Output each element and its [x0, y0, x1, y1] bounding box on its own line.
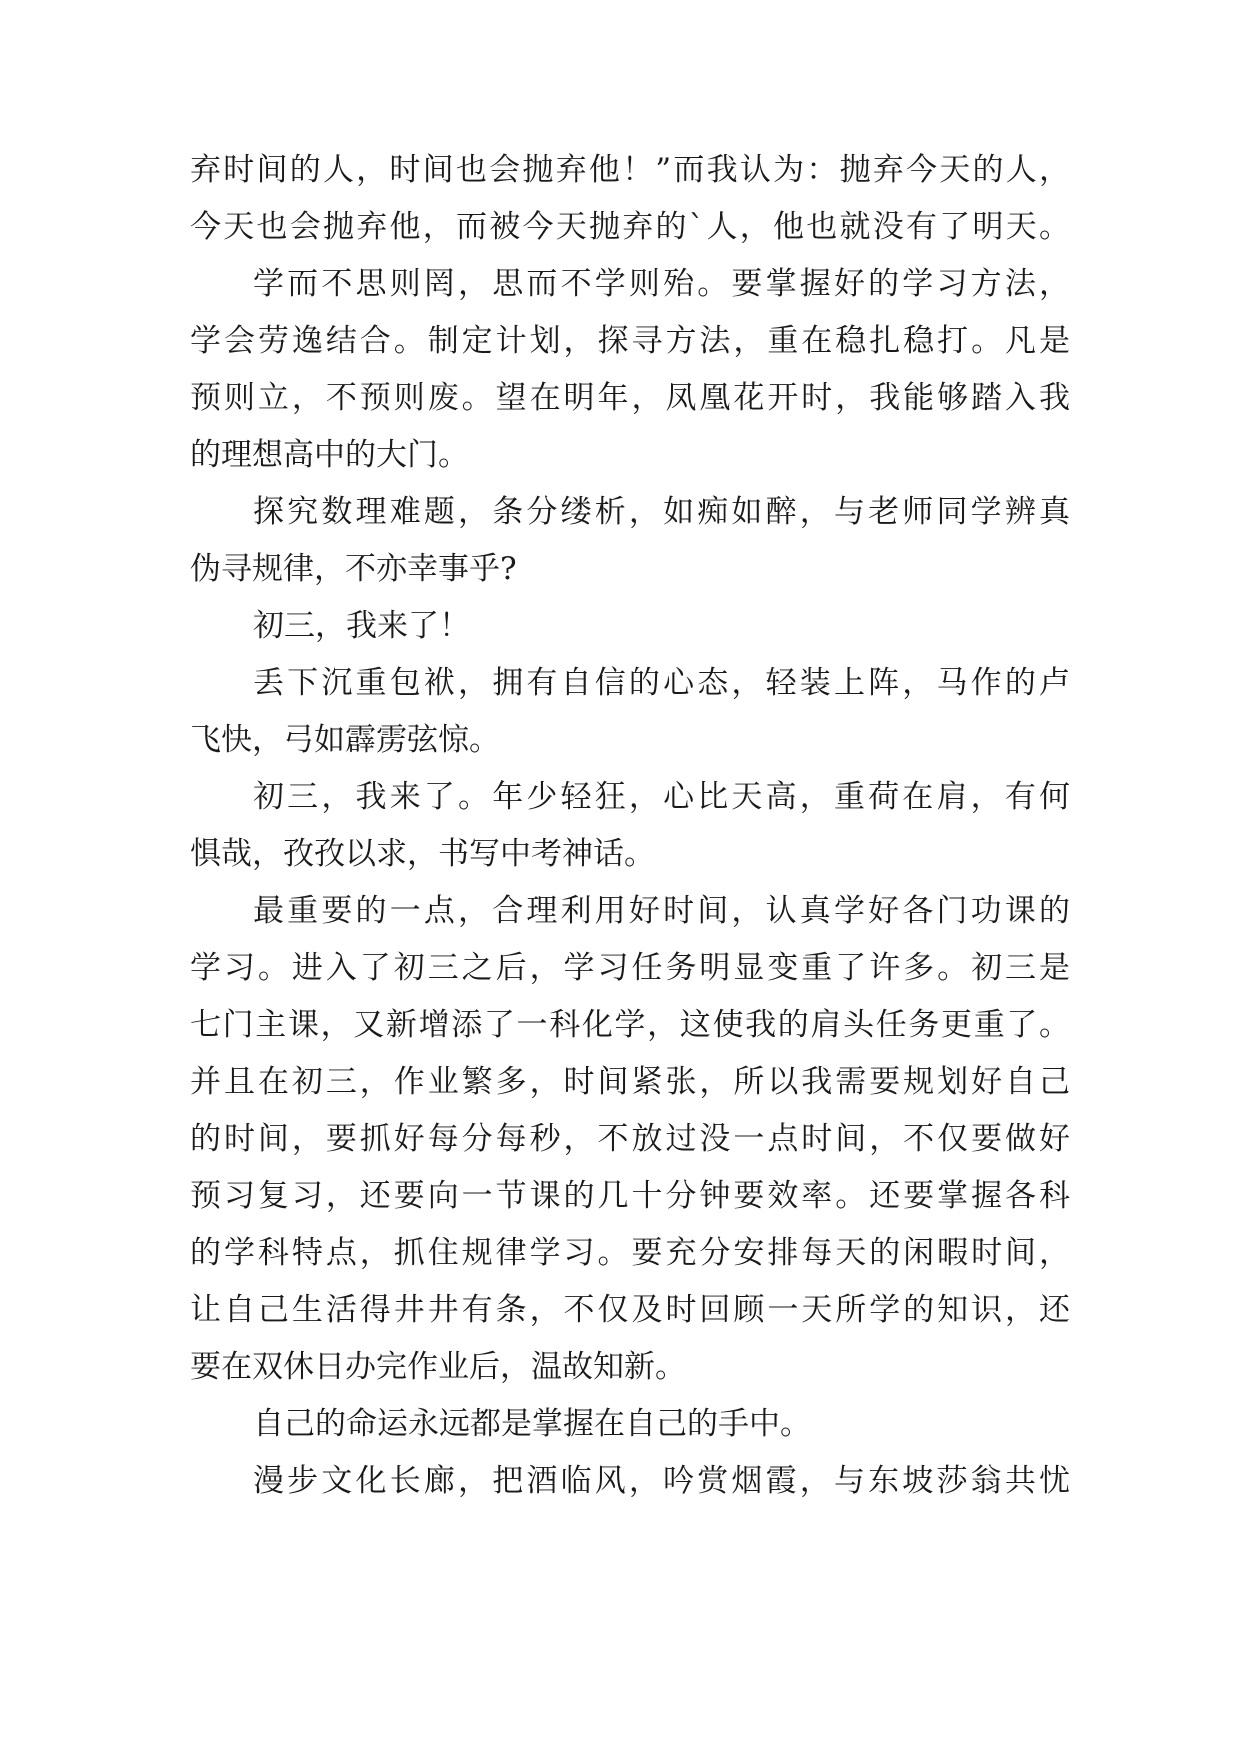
text-line: 的学科特点，抓住规律学习。要充分安排每天的闲暇时间，: [190, 1235, 1070, 1271]
text-line: 预习复习，还要向一节课的几十分钟要效率。还要掌握各科: [190, 1178, 1070, 1214]
text-line: 最重要的一点，合理利用好时间，认真学好各门功课的: [253, 893, 1070, 929]
text-line: 学会劳逸结合。制定计划，探寻方法，重在稳扎稳打。凡是: [190, 323, 1070, 359]
text-line: 今天也会抛弃他，而被今天抛弃的`人，他也就没有了明天。: [190, 209, 1070, 245]
text-line: 探究数理难题，条分缕析，如痴如醉，与老师同学辨真: [253, 494, 1070, 530]
text-line: 丢下沉重包袱，拥有自信的心态，轻装上阵，马作的卢: [253, 665, 1070, 701]
text-line: 学习。进入了初三之后，学习任务明显变重了许多。初三是: [190, 950, 1070, 986]
text-line: 惧哉，孜孜以求，书写中考神话。: [190, 836, 655, 872]
text-line: 弃时间的人，时间也会抛弃他！”而我认为：抛弃今天的人，: [190, 152, 1070, 188]
text-line: 七门主课，又新增添了一科化学，这使我的肩头任务更重了。: [190, 1007, 1070, 1043]
text-line: 预则立，不预则废。望在明年，凤凰花开时，我能够踏入我: [190, 380, 1070, 416]
text-line: 飞快，弓如霹雳弦惊。: [190, 722, 500, 758]
text-line: 的理想高中的大门。: [190, 437, 469, 473]
text-line: 伪寻规律，不亦幸事乎?: [190, 551, 517, 587]
text-line: 自己的命运永远都是掌握在自己的手中。: [253, 1406, 811, 1442]
text-line: 学而不思则罔，思而不学则殆。要掌握好的学习方法，: [253, 266, 1070, 302]
text-line: 初三，我来了！: [253, 608, 470, 644]
text-line: 要在双休日办完作业后，温故知新。: [190, 1349, 686, 1385]
text-line: 并且在初三，作业繁多，时间紧张，所以我需要规划好自己: [190, 1064, 1070, 1100]
text-line: 漫步文化长廊，把酒临风，吟赏烟霞，与东坡莎翁共忧: [253, 1463, 1070, 1499]
text-line: 初三，我来了。年少轻狂，心比天高，重荷在肩，有何: [253, 779, 1070, 815]
text-line: 让自己生活得井井有条，不仅及时回顾一天所学的知识，还: [190, 1292, 1070, 1328]
text-line: 的时间，要抓好每分每秒，不放过没一点时间，不仅要做好: [190, 1121, 1070, 1157]
